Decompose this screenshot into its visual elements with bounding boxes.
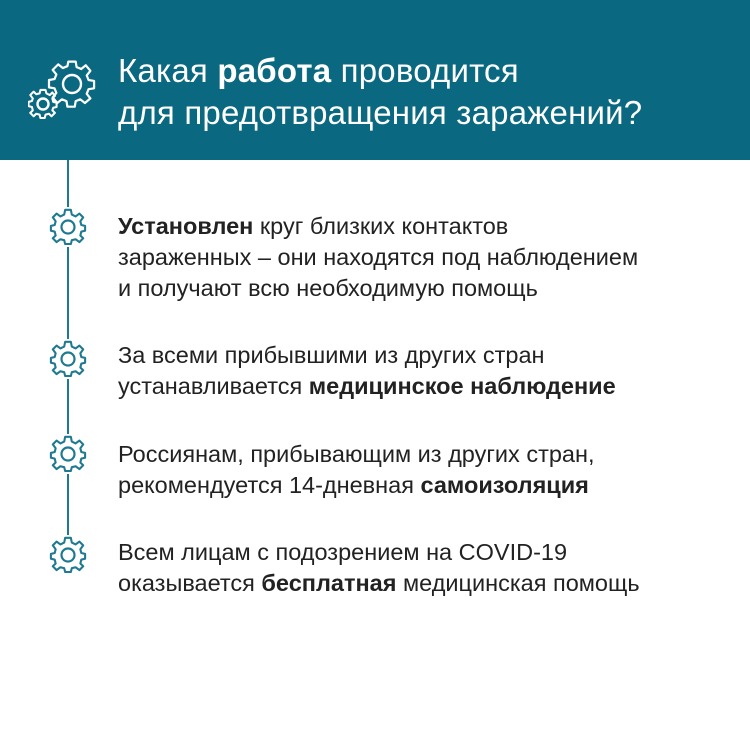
text: круг близких контактов — [253, 213, 509, 239]
text-line: и получают всю необходимую помощь — [118, 275, 538, 301]
text-line: Россиянам, прибывающим из других стран, — [118, 441, 595, 467]
gear-icon — [48, 434, 88, 474]
text: рекомендуется 14-дневная — [118, 472, 421, 498]
page-title — [118, 50, 642, 134]
title-text: Какая — [118, 52, 218, 89]
text-line — [118, 211, 728, 242]
text-line: зараженных – они находятся под наблюдением — [118, 244, 639, 270]
title-text: проводится — [331, 52, 519, 89]
gear-icon — [48, 339, 88, 379]
gear-icon — [48, 207, 88, 247]
title-bold-text: работа — [217, 52, 332, 89]
text-line: Всем лицам с подозрением на COVID-19 — [118, 539, 568, 565]
gear-icon — [48, 535, 88, 575]
text-line — [118, 568, 728, 599]
text: медицинская помощь — [396, 570, 640, 596]
text: оказывается — [118, 570, 262, 596]
title-line-1 — [118, 50, 642, 92]
bold-text: Установлен — [118, 213, 254, 239]
bold-text: медицинское наблюдение — [308, 373, 616, 399]
text: устанавливается — [118, 373, 309, 399]
item-text — [118, 211, 728, 304]
header-banner — [0, 0, 750, 160]
bold-text: самоизоляция — [420, 472, 589, 498]
item-text — [118, 340, 728, 402]
text-line — [118, 371, 728, 402]
text-line: За всеми прибывшими из других стран — [118, 342, 545, 368]
item-text — [118, 537, 728, 599]
text-line — [118, 470, 728, 501]
bold-text: бесплатная — [261, 570, 397, 596]
gears-icon — [28, 58, 102, 122]
item-text — [118, 439, 728, 501]
title-line-2: для предотвращения заражений? — [118, 94, 643, 131]
